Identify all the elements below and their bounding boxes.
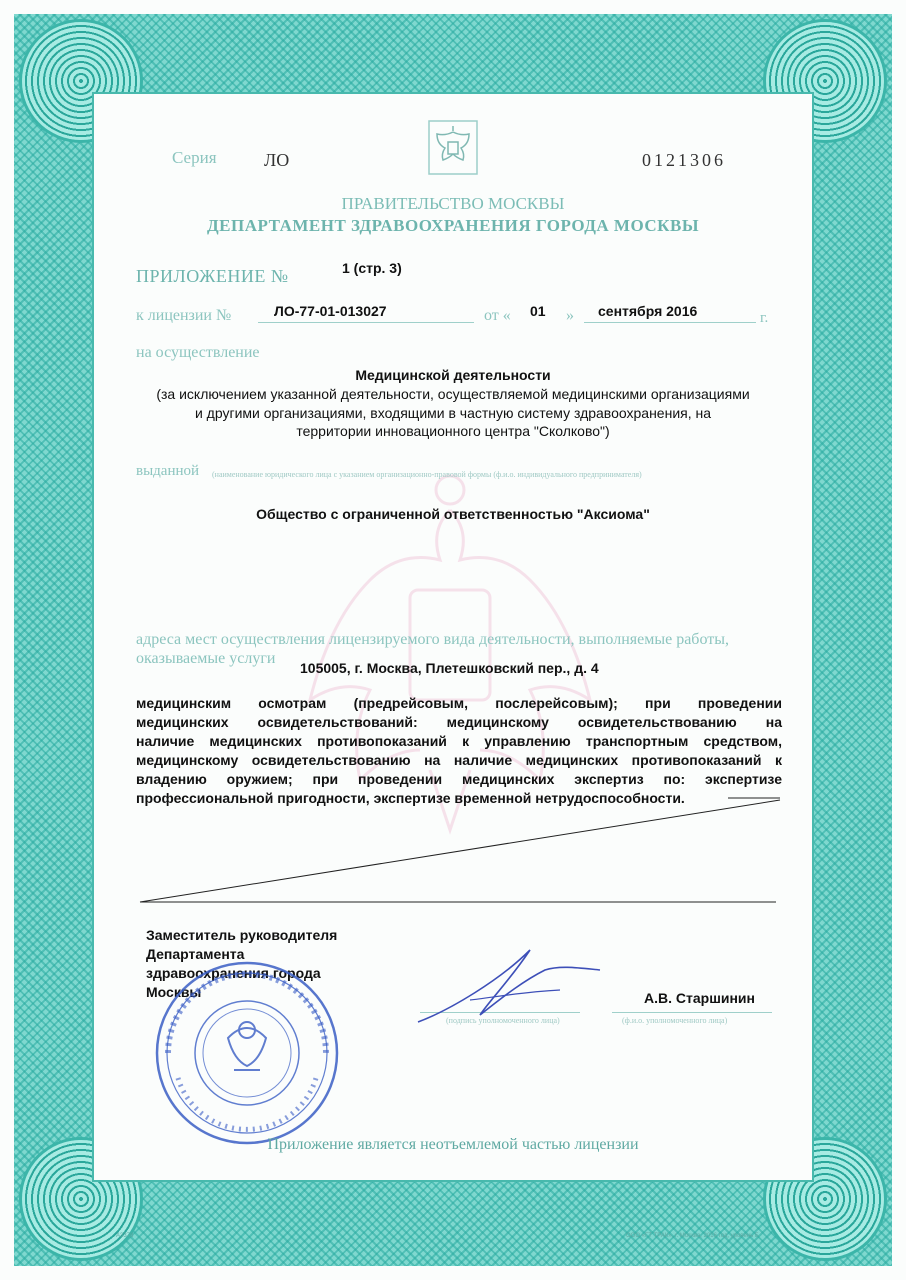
series-label: Серия [172, 148, 217, 167]
activity-line-2: и другими организациями, входящими в частную систему здравоохранения, на [194, 405, 712, 421]
license-number: ЛО-77-01-013027 [274, 303, 387, 319]
address-label-line-2: оказываемые услуги [136, 650, 276, 667]
appendix-label: ПРИЛОЖЕНИЕ № [136, 266, 289, 286]
footer-right-code: ООО «ГТ ТРАК», г. Москва, 2016 год, уровень Б [626, 1233, 759, 1239]
activity-label: на осуществление [136, 344, 260, 361]
activity-line-3: территории инновационного центра "Сколково") [296, 423, 610, 439]
handwritten-signature-icon [410, 940, 610, 1030]
address-value: 105005, г. Москва, Плетешковский пер., д. 4 [300, 660, 599, 676]
activity-title: Медицинской деятельности [355, 367, 551, 383]
issued-hint: (наименование юридического лица с указанием организационно-правовой формы (ф.и.о. индивидуального предпринимателя) [212, 470, 642, 479]
issued-label: выданной [136, 463, 200, 479]
license-year-suffix: г. [760, 310, 769, 326]
license-label: к лицензии № [136, 307, 232, 324]
license-from-label: от « [484, 307, 511, 324]
license-close-quote: » [566, 307, 574, 324]
services-line-6: профессиональной пригодности, экспертизе временной нетрудоспособности. [136, 790, 685, 806]
footer-left-code: А3378 [116, 1233, 134, 1239]
services-line-2: медицинских освидетельствований: медицинскому освидетельствованию на [136, 714, 782, 730]
address-label-line-1: адреса мест осуществления лицензируемого вида деятельности, выполняемые работы, [136, 631, 729, 648]
signatory-position-4: Москвы [146, 984, 202, 1000]
services-line-4: медицинскому освидетельствованию на наличие медицинских противопоказаний к [136, 752, 782, 768]
activity-line-1: (за исключением указанной деятельности, осуществляемой медицинскими организациями [156, 386, 750, 402]
signature-hint: (подпись уполномоченного лица) [446, 1016, 560, 1025]
signatory-position-3: здравоохранения города [146, 965, 321, 981]
signatory-name: А.В. Старшинин [644, 990, 755, 1006]
footer-note: Приложение является неотъемлемой частью лицензии [267, 1136, 639, 1153]
official-round-stamp-icon [148, 958, 346, 1148]
services-line-5: владению оружием; при проведении медицинских экспертиз по: экспертизе [136, 771, 782, 787]
services-line-3: наличие медицинских противопоказаний к управлению транспортным средством, [136, 733, 782, 749]
appendix-number: 1 (стр. 3) [342, 260, 402, 276]
signatory-position-2: Департамента [146, 946, 245, 962]
services-line-1: медицинским осмотрам (предрейсовым, послерейсовым); при проведении [136, 695, 782, 711]
organization-name: Общество с ограниченной ответственностью "Аксиома" [256, 506, 650, 522]
name-hint: (ф.и.о. уполномоченного лица) [622, 1016, 728, 1025]
form-number: 0121306 [642, 150, 726, 170]
name-underline [612, 1012, 772, 1013]
license-day: 01 [530, 303, 546, 319]
department-title: ДЕПАРТАМЕНТ ЗДРАВООХРАНЕНИЯ ГОРОДА МОСКВЫ [206, 216, 700, 235]
series-value: ЛО [264, 150, 290, 170]
government-title: ПРАВИТЕЛЬСТВО МОСКВЫ [341, 194, 565, 213]
signatory-position-1: Заместитель руководителя [146, 927, 338, 943]
license-month-year: сентября 2016 [598, 303, 698, 319]
